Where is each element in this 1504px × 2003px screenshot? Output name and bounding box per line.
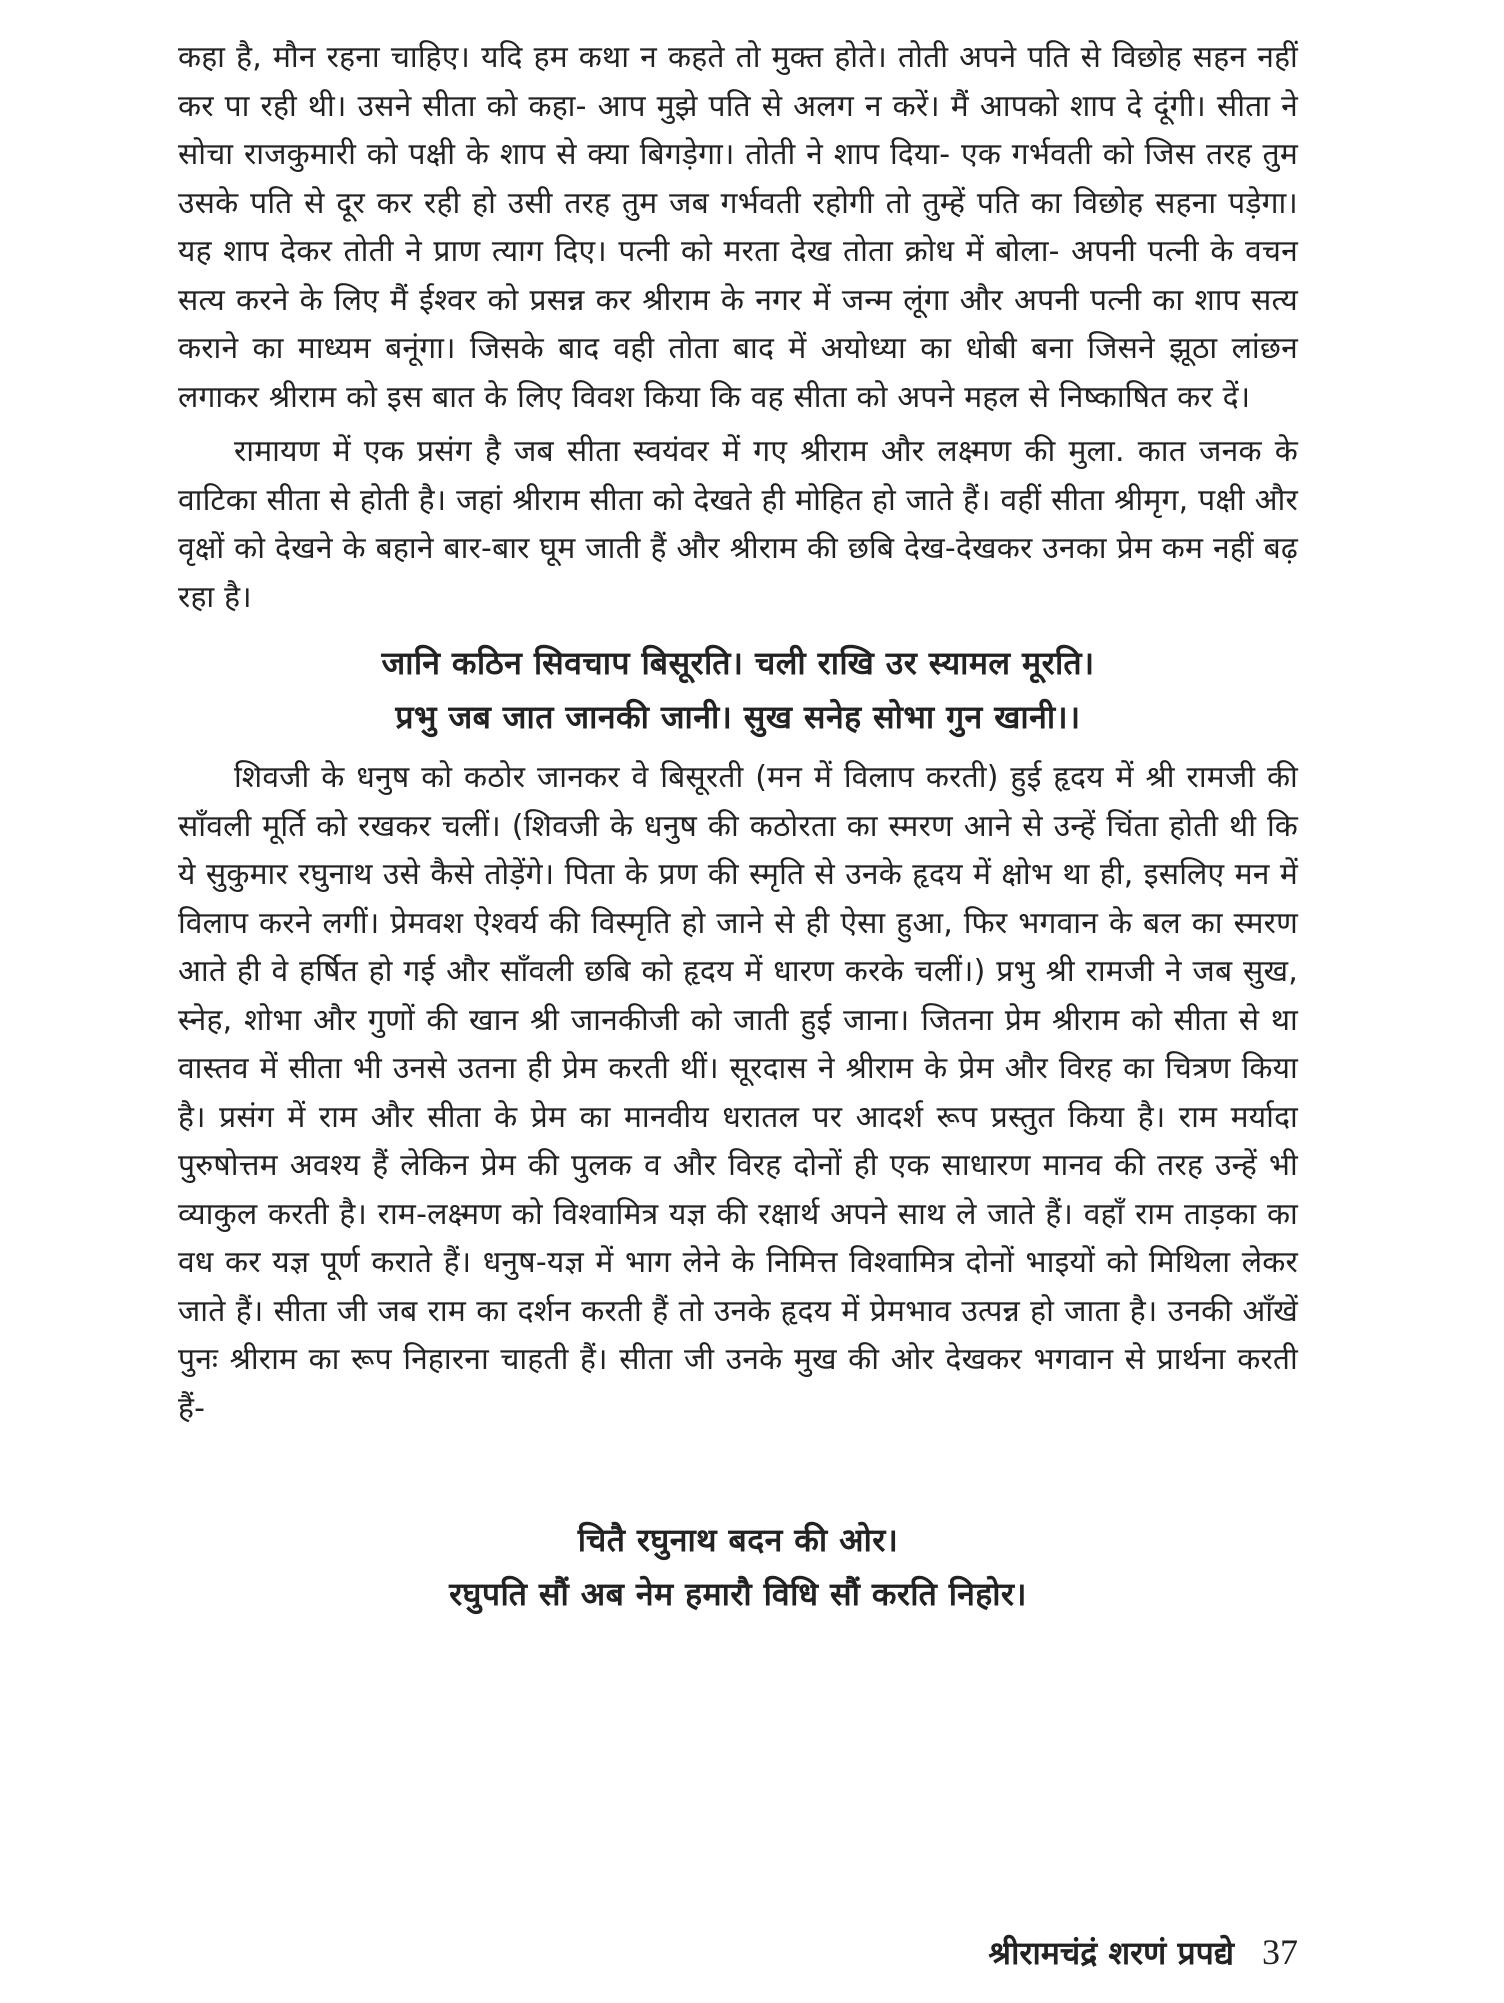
page-number: 37 bbox=[1262, 1932, 1298, 1972]
footer-tagline: श्रीरामचंद्रं शरणं प्रपद्ये bbox=[988, 1934, 1234, 1972]
paragraph-swayamvar-garden: रामायण में एक प्रसंग है जब सीता स्वयंवर में गए श्रीराम और लक्ष्मण की मुला. कात जनक के वाटिका सीता से होती है। जहां श्रीराम सीता को देखते ही मोहित हो जाते हैं। वहीं सीता श्रीमृग, पक्षी और वृक्षों को देखने के बहाने बार-बार घूम जाती हैं और श्रीराम की छबि देख-देखकर उनका प्रेम कम नहीं बढ़ रहा है। bbox=[178, 434, 1298, 615]
verse-line: चितै रघुनाथ बदन की ओर। bbox=[577, 1521, 899, 1559]
verse-line: जानि कठिन सिवचाप बिसूरति। चली राखि उर स्यामल मूरति। bbox=[381, 644, 1095, 682]
verse-block-surdas bbox=[178, 1513, 1298, 1621]
verse-line: रघुपति सौं अब नेम हमारौ विधि सौं करति निहोर। bbox=[449, 1575, 1027, 1613]
verse-block-chaupai bbox=[178, 636, 1298, 744]
verse-line: प्रभु जब जात जानकी जानी। सुख सनेह सोभा गुन खानी।। bbox=[395, 698, 1081, 736]
page-footer bbox=[988, 1931, 1298, 1974]
paragraph-verse-explanation: शिवजी के धनुष को कठोर जानकर वे बिसूरती (मन में विलाप करती) हुई हृदय में श्री रामजी की साँवली मूर्ति को रखकर चलीं। (शिवजी के धनुष की कठोरता का स्मरण आने से उन्हें चिंता होती थी कि ये सुकुमार रघुनाथ उसे कैसे तोड़ेंगे। पिता के प्रण की स्मृति से उनके हृदय में क्षोभ था ही, इसलिए मन में विलाप करने लगीं। प्रेमवश ऐश्वर्य की विस्मृति हो जाने से ही ऐसा हुआ, फिर भगवान के बल का स्मरण आते ही वे हर्षित हो गई और साँवली छबि को हृदय में धारण करके चलीं।) प्रभु श्री रामजी ने जब सुख, स्नेह, शोभा और गुणों की खान श्री जानकीजी को जाती हुई जाना। जितना प्रेम श्रीराम को सीता से था वास्तव में सीता भी उनसे उतना ही प्रेम करती थीं। सूरदास ने श्रीराम के प्रेम और विरह का चित्रण किया है। प्रसंग में राम और सीता के प्रेम का मानवीय धरातल पर आदर्श रूप प्रस्तुत किया है। राम मर्यादा पुरुषोत्तम अवश्य हैं लेकिन प्रेम की पुलक व और विरह दोनों ही एक साधारण मानव की तरह उन्हें भी व्याकुल करती है। राम-लक्ष्मण को विश्वामित्र यज्ञ की रक्षार्थ अपने साथ ले जाते हैं। वहाँ राम ताड़का का वध कर यज्ञ पूर्ण कराते हैं। धनुष-यज्ञ में भाग लेने के निमित्त विश्वामित्र दोनों भाइयों को मिथिला लेकर जाते हैं। सीता जी जब राम का दर्शन करती हैं तो उनके हृदय में प्रेमभाव उत्पन्न हो जाता है। उनकी आँखें पुनः श्रीराम का रूप निहारना चाहती हैं। सीता जी उनके मुख की ओर देखकर भगवान से प्रार्थना करती हैं- bbox=[178, 760, 1298, 1426]
paragraph-parrot-curse: कहा है, मौन रहना चाहिए। यदि हम कथा न कहते तो मुक्त होते। तोती अपने पति से विछोह सहन नहीं कर पा रही थी। उसने सीता को कहा- आप मुझे पति से अलग न करें। मैं आपको शाप दे दूंगी। सीता ने सोचा राजकुमारी को पक्षी के शाप से क्या बिगड़ेगा। तोती ने शाप दिया- एक गर्भवती को जिस तरह तुम उसके पति से दूर कर रही हो उसी तरह तुम जब गर्भवती रहोगी तो तुम्हें पति का विछोह सहना पड़ेगा। यह शाप देकर तोती ने प्राण त्याग दिए। पत्नी को मरता देख तोता क्रोध में बोला- अपनी पत्नी के वचन सत्य करने के लिए मैं ईश्वर को प्रसन्न कर श्रीराम के नगर में जन्म लूंगा और अपनी पत्नी का शाप सत्य कराने का माध्यम बनूंगा। जिसके बाद वही तोता बाद में अयोध्या का धोबी बना जिसने झूठा लांछन लगाकर श्रीराम को इस बात के लिए विवश किया कि वह सीता को अपने महल से निष्काषित कर दें। bbox=[178, 40, 1298, 415]
document-page bbox=[178, 34, 1298, 1974]
